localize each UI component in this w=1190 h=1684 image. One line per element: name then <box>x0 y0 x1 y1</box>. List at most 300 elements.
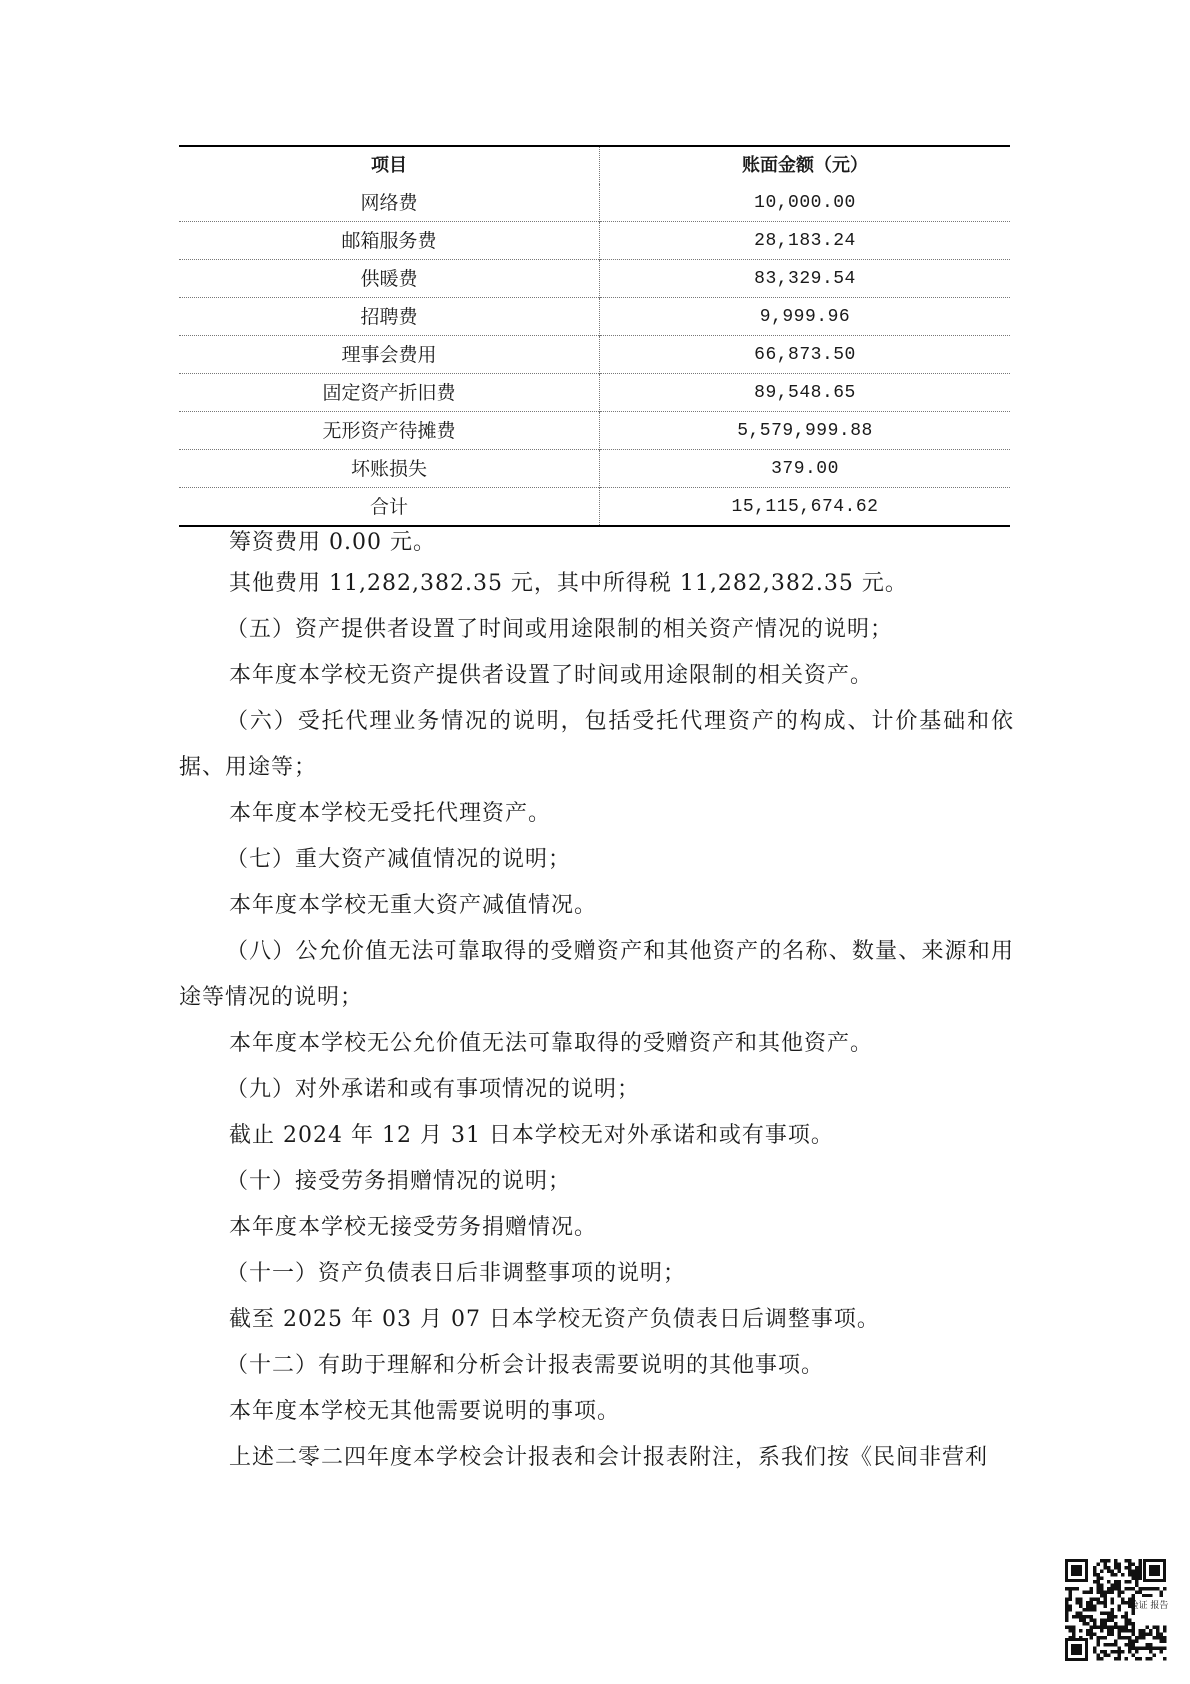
qr-module <box>1146 1594 1150 1598</box>
qr-module <box>1111 1584 1115 1588</box>
qr-module <box>1100 1594 1104 1598</box>
qr-module <box>1142 1629 1146 1633</box>
qr-module <box>1118 1566 1122 1570</box>
qr-module <box>1128 1619 1132 1623</box>
qr-module <box>1111 1619 1115 1623</box>
qr-module <box>1160 1640 1164 1644</box>
qr-module <box>1153 1654 1157 1658</box>
qr-module <box>1156 1629 1160 1633</box>
qr-module <box>1125 1615 1129 1619</box>
qr-module <box>1118 1591 1122 1595</box>
qr-module <box>1107 1580 1111 1584</box>
qr-module <box>1132 1587 1136 1591</box>
qr-module <box>1156 1626 1160 1630</box>
qr-module <box>1065 1587 1069 1591</box>
qr-module <box>1093 1605 1097 1609</box>
row-item: 坏账损失 <box>179 450 600 488</box>
qr-module <box>1100 1619 1104 1623</box>
qr-module <box>1097 1654 1101 1658</box>
verification-qr-code[interactable] <box>1063 1557 1168 1663</box>
qr-module <box>1160 1636 1164 1640</box>
qr-module <box>1132 1594 1136 1598</box>
qr-module <box>1104 1619 1108 1623</box>
qr-module <box>1118 1587 1122 1591</box>
qr-module <box>1111 1633 1115 1637</box>
qr-module <box>1135 1577 1139 1581</box>
qr-module <box>1142 1636 1146 1640</box>
qr-module <box>1104 1626 1108 1630</box>
qr-module <box>1111 1570 1115 1574</box>
qr-module <box>1097 1643 1101 1647</box>
qr-module <box>1139 1587 1143 1591</box>
qr-module <box>1114 1584 1118 1588</box>
qr-module <box>1065 1605 1069 1609</box>
qr-module <box>1153 1626 1157 1630</box>
qr-module <box>1128 1622 1132 1626</box>
qr-module <box>1111 1615 1115 1619</box>
qr-module <box>1090 1598 1094 1602</box>
column-header-amount: 账面金额（元） <box>742 154 868 176</box>
qr-module <box>1100 1622 1104 1626</box>
qr-module <box>1163 1629 1167 1633</box>
qr-module <box>1104 1559 1108 1563</box>
qr-module <box>1097 1636 1101 1640</box>
qr-module <box>1121 1601 1125 1605</box>
paragraph: 本年度本学校无其他需要说明的事项。 <box>229 1399 621 1424</box>
row-item: 无形资产待摊费 <box>179 412 600 450</box>
qr-module <box>1093 1633 1097 1637</box>
qr-label: 验证 报告 <box>1129 1601 1168 1611</box>
row-item: 固定资产折旧费 <box>179 374 600 412</box>
qr-module <box>1132 1612 1136 1616</box>
qr-module <box>1086 1633 1090 1637</box>
qr-module <box>1107 1587 1111 1591</box>
qr-module <box>1135 1566 1139 1570</box>
qr-module <box>1104 1563 1108 1567</box>
qr-module <box>1139 1577 1143 1581</box>
qr-module <box>1118 1584 1122 1588</box>
table-row <box>179 412 1010 450</box>
qr-module <box>1083 1619 1087 1623</box>
section-heading-11: （十一）资产负债表日后非调整事项的说明； <box>226 1261 687 1286</box>
qr-module <box>1149 1587 1153 1591</box>
qr-module <box>1118 1563 1122 1567</box>
qr-module <box>1069 1587 1073 1591</box>
qr-module <box>1121 1591 1125 1595</box>
qr-module <box>1121 1636 1125 1640</box>
row-amount: 379.00 <box>600 450 1011 488</box>
qr-module <box>1065 1626 1069 1630</box>
qr-module <box>1153 1647 1157 1651</box>
qr-module <box>1163 1640 1167 1644</box>
qr-module <box>1090 1601 1094 1605</box>
qr-module <box>1149 1594 1153 1598</box>
qr-module <box>1104 1612 1108 1616</box>
qr-module <box>1104 1650 1108 1654</box>
qr-module <box>1114 1559 1118 1563</box>
qr-module <box>1125 1622 1129 1626</box>
qr-module <box>1090 1626 1094 1630</box>
qr-module <box>1128 1563 1132 1567</box>
qr-module <box>1118 1580 1122 1584</box>
qr-module <box>1111 1626 1115 1630</box>
total-amount: 15,115,674.62 <box>600 488 1011 527</box>
qr-module <box>1149 1633 1153 1637</box>
qr-module <box>1114 1640 1118 1644</box>
qr-module <box>1086 1622 1090 1626</box>
qr-module <box>1107 1629 1111 1633</box>
qr-module <box>1065 1608 1069 1612</box>
qr-module <box>1118 1650 1122 1654</box>
qr-module <box>1111 1598 1115 1602</box>
qr-module <box>1107 1612 1111 1616</box>
notes-body <box>179 525 1014 1481</box>
qr-module <box>1118 1654 1122 1658</box>
qr-module <box>1118 1657 1122 1661</box>
qr-module <box>1121 1573 1125 1577</box>
qr-module <box>1079 1605 1083 1609</box>
qr-module <box>1100 1559 1104 1563</box>
section-heading-6: （六）受托代理业务情况的说明，包括受托代理资产的构成、计价基础和依据、用途等； <box>179 709 1014 780</box>
qr-module <box>1114 1566 1118 1570</box>
qr-module <box>1153 1587 1157 1591</box>
qr-module <box>1156 1636 1160 1640</box>
qr-module <box>1111 1612 1115 1616</box>
qr-module <box>1097 1587 1101 1591</box>
qr-module <box>1090 1591 1094 1595</box>
qr-module <box>1135 1650 1139 1654</box>
qr-module <box>1125 1636 1129 1640</box>
section-heading-9: （九）对外承诺和或有事项情况的说明； <box>226 1077 641 1102</box>
qr-module <box>1097 1563 1101 1567</box>
qr-module <box>1132 1629 1136 1633</box>
qr-module <box>1153 1636 1157 1640</box>
qr-module <box>1079 1615 1083 1619</box>
qr-module <box>1107 1619 1111 1623</box>
qr-module <box>1121 1629 1125 1633</box>
paragraph: 本年度本学校无重大资产减值情况。 <box>229 893 598 918</box>
qr-module <box>1163 1587 1167 1591</box>
qr-module <box>1163 1636 1167 1640</box>
qr-module <box>1090 1587 1094 1591</box>
qr-module <box>1104 1622 1108 1626</box>
qr-module <box>1100 1657 1104 1661</box>
qr-module <box>1118 1626 1122 1630</box>
qr-module <box>1072 1626 1076 1630</box>
qr-module <box>1139 1629 1143 1633</box>
qr-module <box>1135 1573 1139 1577</box>
qr-module <box>1076 1598 1080 1602</box>
qr-module <box>1149 1647 1153 1651</box>
qr-module <box>1163 1626 1167 1630</box>
qr-module <box>1076 1587 1080 1591</box>
qr-module <box>1093 1570 1097 1574</box>
section-heading-7: （七）重大资产减值情况的说明； <box>226 847 572 872</box>
qr-module <box>1114 1615 1118 1619</box>
total-label: 合计 <box>179 488 600 527</box>
table-total-row <box>179 488 1010 527</box>
qr-module <box>1132 1573 1136 1577</box>
qr-module <box>1146 1643 1150 1647</box>
qr-module <box>1083 1622 1087 1626</box>
qr-module <box>1135 1657 1139 1661</box>
qr-module <box>1107 1591 1111 1595</box>
qr-module <box>1114 1580 1118 1584</box>
qr-module <box>1097 1598 1101 1602</box>
qr-module <box>1111 1591 1115 1595</box>
qr-module <box>1093 1608 1097 1612</box>
row-amount: 9,999.96 <box>600 298 1011 336</box>
qr-module <box>1069 1591 1073 1595</box>
qr-module <box>1156 1633 1160 1637</box>
qr-module <box>1097 1657 1101 1661</box>
qr-module <box>1146 1657 1150 1661</box>
qr-module <box>1118 1570 1122 1574</box>
paragraph-closing: 上述二零二四年度本学校会计报表和会计报表附注，系我们按《民间非营利 <box>229 1445 989 1470</box>
qr-module <box>1090 1636 1094 1640</box>
qr-module <box>1146 1647 1150 1651</box>
qr-module <box>1065 1601 1069 1605</box>
qr-module <box>1104 1591 1108 1595</box>
row-amount: 83,329.54 <box>600 260 1011 298</box>
qr-module <box>1107 1566 1111 1570</box>
qr-module <box>1093 1598 1097 1602</box>
qr-module <box>1121 1626 1125 1630</box>
qr-module <box>1079 1629 1083 1633</box>
section-heading-5: （五）资产提供者设置了时间或用途限制的相关资产情况的说明； <box>226 617 894 642</box>
qr-module <box>1118 1605 1122 1609</box>
qr-module <box>1107 1570 1111 1574</box>
qr-module <box>1072 1629 1076 1633</box>
qr-module <box>1111 1573 1115 1577</box>
qr-module <box>1132 1577 1136 1581</box>
qr-module <box>1097 1580 1101 1584</box>
section-heading-12: （十二）有助于理解和分析会计报表需要说明的其他事项。 <box>226 1353 825 1378</box>
qr-module <box>1076 1612 1080 1616</box>
qr-module <box>1142 1594 1146 1598</box>
paragraph: 本年度本学校无公允价值无法可靠取得的受赠资产和其他资产。 <box>229 1031 874 1056</box>
qr-module <box>1132 1622 1136 1626</box>
qr-module <box>1100 1601 1104 1605</box>
qr-module <box>1114 1563 1118 1567</box>
qr-module <box>1069 1608 1073 1612</box>
row-item: 网络费 <box>179 184 600 222</box>
qr-module <box>1097 1591 1101 1595</box>
qr-module <box>1107 1654 1111 1658</box>
row-amount: 10,000.00 <box>754 192 856 213</box>
qr-module <box>1083 1591 1087 1595</box>
qr-module <box>1111 1587 1115 1591</box>
qr-module <box>1132 1563 1136 1567</box>
qr-module <box>1163 1657 1167 1661</box>
qr-module <box>1093 1650 1097 1654</box>
qr-module <box>1135 1636 1139 1640</box>
qr-module <box>1100 1577 1104 1581</box>
qr-module <box>1090 1608 1094 1612</box>
qr-module <box>1072 1615 1076 1619</box>
qr-module <box>1139 1563 1143 1567</box>
qr-module <box>1128 1580 1132 1584</box>
qr-module <box>1139 1657 1143 1661</box>
qr-module <box>1090 1633 1094 1637</box>
qr-module <box>1146 1587 1150 1591</box>
qr-module <box>1160 1647 1164 1651</box>
qr-module <box>1135 1580 1139 1584</box>
qr-module <box>1160 1594 1164 1598</box>
qr-module <box>1072 1587 1076 1591</box>
qr-module <box>1128 1643 1132 1647</box>
qr-module <box>1076 1615 1080 1619</box>
qr-code-icon <box>1063 1557 1168 1663</box>
row-item: 招聘费 <box>179 298 600 336</box>
qr-module <box>1132 1626 1136 1630</box>
qr-module <box>1132 1654 1136 1658</box>
qr-module <box>1128 1570 1132 1574</box>
qr-module <box>1114 1626 1118 1630</box>
qr-module <box>1107 1633 1111 1637</box>
paragraph: 截止 2024 年 12 月 31 日本学校无对外承诺和或有事项。 <box>229 1123 834 1148</box>
qr-module <box>1086 1629 1090 1633</box>
paragraph-other-expense: 其他费用 11,282,382.35 元，其中所得税 11,282,382.35 元。 <box>229 571 908 596</box>
qr-module <box>1114 1573 1118 1577</box>
qr-module <box>1132 1570 1136 1574</box>
qr-module <box>1128 1629 1132 1633</box>
qr-module <box>1125 1601 1129 1605</box>
qr-module <box>1090 1619 1094 1623</box>
qr-module <box>1160 1591 1164 1595</box>
qr-module <box>1097 1584 1101 1588</box>
qr-module <box>1100 1629 1104 1633</box>
qr-module <box>1125 1612 1129 1616</box>
qr-module <box>1111 1608 1115 1612</box>
qr-module <box>1118 1629 1122 1633</box>
qr-module <box>1104 1594 1108 1598</box>
qr-module <box>1118 1594 1122 1598</box>
qr-module <box>1146 1626 1150 1630</box>
qr-module <box>1107 1643 1111 1647</box>
qr-module <box>1132 1633 1136 1637</box>
qr-module <box>1104 1601 1108 1605</box>
row-item: 供暖费 <box>179 260 600 298</box>
qr-module <box>1111 1601 1115 1605</box>
qr-module <box>1139 1566 1143 1570</box>
qr-module <box>1128 1566 1132 1570</box>
qr-module <box>1097 1573 1101 1577</box>
qr-module <box>1114 1643 1118 1647</box>
qr-module <box>1160 1650 1164 1654</box>
qr-module <box>1114 1587 1118 1591</box>
qr-module <box>1146 1633 1150 1637</box>
qr-module <box>1093 1580 1097 1584</box>
qr-module <box>1149 1650 1153 1654</box>
qr-module <box>1104 1566 1108 1570</box>
qr-module <box>1142 1647 1146 1651</box>
qr-module <box>1097 1577 1101 1581</box>
table-row <box>179 222 1010 260</box>
qr-module <box>1104 1605 1108 1609</box>
qr-module <box>1139 1633 1143 1637</box>
qr-module <box>1118 1647 1122 1651</box>
paragraph: 截至 2025 年 03 月 07 日本学校无资产负债表日后调整事项。 <box>229 1307 880 1332</box>
qr-module <box>1090 1605 1094 1609</box>
qr-module <box>1069 1594 1073 1598</box>
qr-module <box>1097 1626 1101 1630</box>
table-row <box>179 184 1010 222</box>
qr-module <box>1139 1570 1143 1574</box>
qr-module <box>1149 1657 1153 1661</box>
qr-module <box>1139 1647 1143 1651</box>
row-amount: 89,548.65 <box>600 374 1011 412</box>
qr-module <box>1079 1601 1083 1605</box>
qr-module <box>1107 1626 1111 1630</box>
qr-module <box>1114 1650 1118 1654</box>
qr-module <box>1107 1559 1111 1563</box>
qr-module <box>1111 1643 1115 1647</box>
paragraph: 本年度本学校无资产提供者设置了时间或用途限制的相关资产。 <box>229 663 874 688</box>
table-row <box>179 374 1010 412</box>
qr-module <box>1086 1591 1090 1595</box>
section-heading-8: （八）公允价值无法可靠取得的受赠资产和其他资产的名称、数量、来源和用途等情况的说明； <box>179 939 1014 1010</box>
qr-module <box>1160 1633 1164 1637</box>
qr-module <box>1076 1601 1080 1605</box>
qr-module <box>1079 1598 1083 1602</box>
table-row <box>179 336 1010 374</box>
qr-module <box>1100 1612 1104 1616</box>
qr-module <box>1100 1584 1104 1588</box>
qr-module <box>1065 1615 1069 1619</box>
qr-module <box>1100 1570 1104 1574</box>
qr-module <box>1121 1615 1125 1619</box>
qr-module <box>1069 1626 1073 1630</box>
qr-module <box>1132 1643 1136 1647</box>
expense-table <box>179 145 1010 527</box>
qr-module <box>1100 1626 1104 1630</box>
qr-module <box>1079 1612 1083 1616</box>
qr-module <box>1135 1570 1139 1574</box>
row-amount: 28,183.24 <box>600 222 1011 260</box>
qr-module <box>1142 1633 1146 1637</box>
qr-module <box>1125 1643 1129 1647</box>
qr-module <box>1093 1647 1097 1651</box>
qr-module <box>1142 1587 1146 1591</box>
qr-module <box>1135 1591 1139 1595</box>
qr-module <box>1069 1605 1073 1609</box>
qr-module <box>1093 1622 1097 1626</box>
qr-module <box>1139 1591 1143 1595</box>
qr-module <box>1125 1629 1129 1633</box>
qr-module <box>1121 1598 1125 1602</box>
qr-module <box>1072 1633 1076 1637</box>
qr-module <box>1100 1591 1104 1595</box>
qr-module <box>1125 1566 1129 1570</box>
qr-module <box>1118 1636 1122 1640</box>
row-amount: 5,579,999.88 <box>600 412 1011 450</box>
paragraph: 本年度本学校无接受劳务捐赠情况。 <box>229 1215 598 1240</box>
qr-module <box>1086 1615 1090 1619</box>
qr-module <box>1104 1643 1108 1647</box>
qr-module <box>1100 1636 1104 1640</box>
row-item: 理事会费用 <box>179 336 600 374</box>
qr-module <box>1125 1580 1129 1584</box>
qr-module <box>1128 1640 1132 1644</box>
qr-module <box>1128 1647 1132 1651</box>
qr-module <box>1118 1608 1122 1612</box>
qr-module <box>1097 1601 1101 1605</box>
qr-module <box>1093 1626 1097 1630</box>
row-item: 邮箱服务费 <box>179 222 600 260</box>
qr-module <box>1065 1619 1069 1623</box>
qr-module <box>1114 1657 1118 1661</box>
